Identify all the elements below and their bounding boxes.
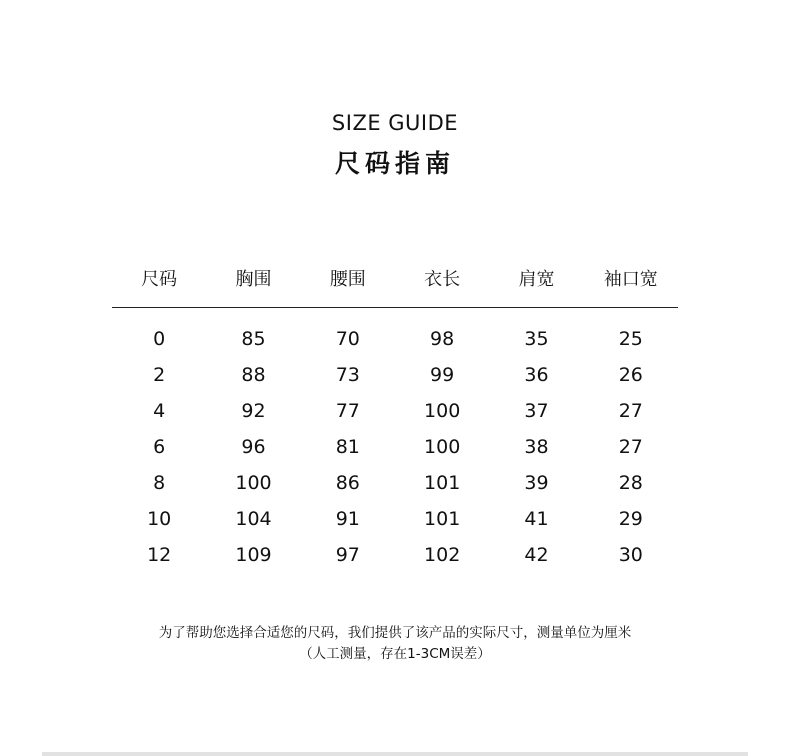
cell-chest: 88 <box>241 364 266 386</box>
header-cuff: 袖口宽 <box>603 269 658 290</box>
cell-waist: 91 <box>335 508 360 530</box>
cell-size: 0 <box>153 328 166 350</box>
cell-shoulder: 38 <box>524 436 549 458</box>
cell-chest: 92 <box>241 400 266 422</box>
header-length: 衣长 <box>424 269 461 290</box>
table-header <box>112 262 678 308</box>
cell-size: 10 <box>147 508 172 530</box>
table-row <box>112 465 678 501</box>
cell-chest: 96 <box>241 436 266 458</box>
cell-shoulder: 42 <box>524 544 549 566</box>
cell-cuff: 28 <box>618 472 643 494</box>
cell-chest: 109 <box>235 544 272 566</box>
cell-cuff: 25 <box>618 328 643 350</box>
cell-length: 101 <box>424 508 461 530</box>
table-row <box>112 357 678 393</box>
cell-waist: 70 <box>335 328 360 350</box>
cell-waist: 81 <box>335 436 360 458</box>
table-body <box>112 321 678 573</box>
cell-chest: 100 <box>235 472 272 494</box>
cell-chest: 104 <box>235 508 272 530</box>
table-row <box>112 429 678 465</box>
note-line-2: （人工测量，存在1-3CM误差） <box>299 646 491 662</box>
cell-cuff: 26 <box>618 364 643 386</box>
title-chinese: 尺码指南 <box>334 149 455 178</box>
cell-shoulder: 35 <box>524 328 549 350</box>
cell-length: 100 <box>424 400 461 422</box>
table-row <box>112 321 678 357</box>
cell-cuff: 27 <box>618 436 643 458</box>
cell-length: 98 <box>430 328 455 350</box>
header-waist: 腰围 <box>329 269 366 290</box>
cell-size: 6 <box>153 436 166 458</box>
cell-cuff: 29 <box>618 508 643 530</box>
cell-size: 12 <box>147 544 172 566</box>
measurement-note <box>0 623 790 665</box>
cell-size: 8 <box>153 472 166 494</box>
size-table <box>112 262 678 573</box>
cell-chest: 85 <box>241 328 266 350</box>
title-english: SIZE GUIDE <box>331 111 459 135</box>
cell-length: 100 <box>424 436 461 458</box>
cell-size: 4 <box>153 400 166 422</box>
cell-size: 2 <box>153 364 166 386</box>
table-row <box>112 393 678 429</box>
cell-cuff: 30 <box>618 544 643 566</box>
table-row <box>112 537 678 573</box>
header-size: 尺码 <box>141 269 178 290</box>
cell-waist: 73 <box>335 364 360 386</box>
header-shoulder: 肩宽 <box>518 269 555 290</box>
cell-length: 99 <box>430 364 455 386</box>
table-row <box>112 501 678 537</box>
cell-shoulder: 41 <box>524 508 549 530</box>
cell-shoulder: 37 <box>524 400 549 422</box>
cell-shoulder: 36 <box>524 364 549 386</box>
cell-waist: 77 <box>335 400 360 422</box>
header-chest: 胸围 <box>235 269 272 290</box>
cell-waist: 97 <box>335 544 360 566</box>
cell-length: 102 <box>424 544 461 566</box>
cell-cuff: 27 <box>618 400 643 422</box>
cell-waist: 86 <box>335 472 360 494</box>
note-line-1: 为了帮助您选择合适您的尺码，我们提供了该产品的实际尺寸，测量单位为厘米 <box>158 625 632 641</box>
cell-length: 101 <box>424 472 461 494</box>
cell-shoulder: 39 <box>524 472 549 494</box>
bottom-divider <box>42 752 748 756</box>
